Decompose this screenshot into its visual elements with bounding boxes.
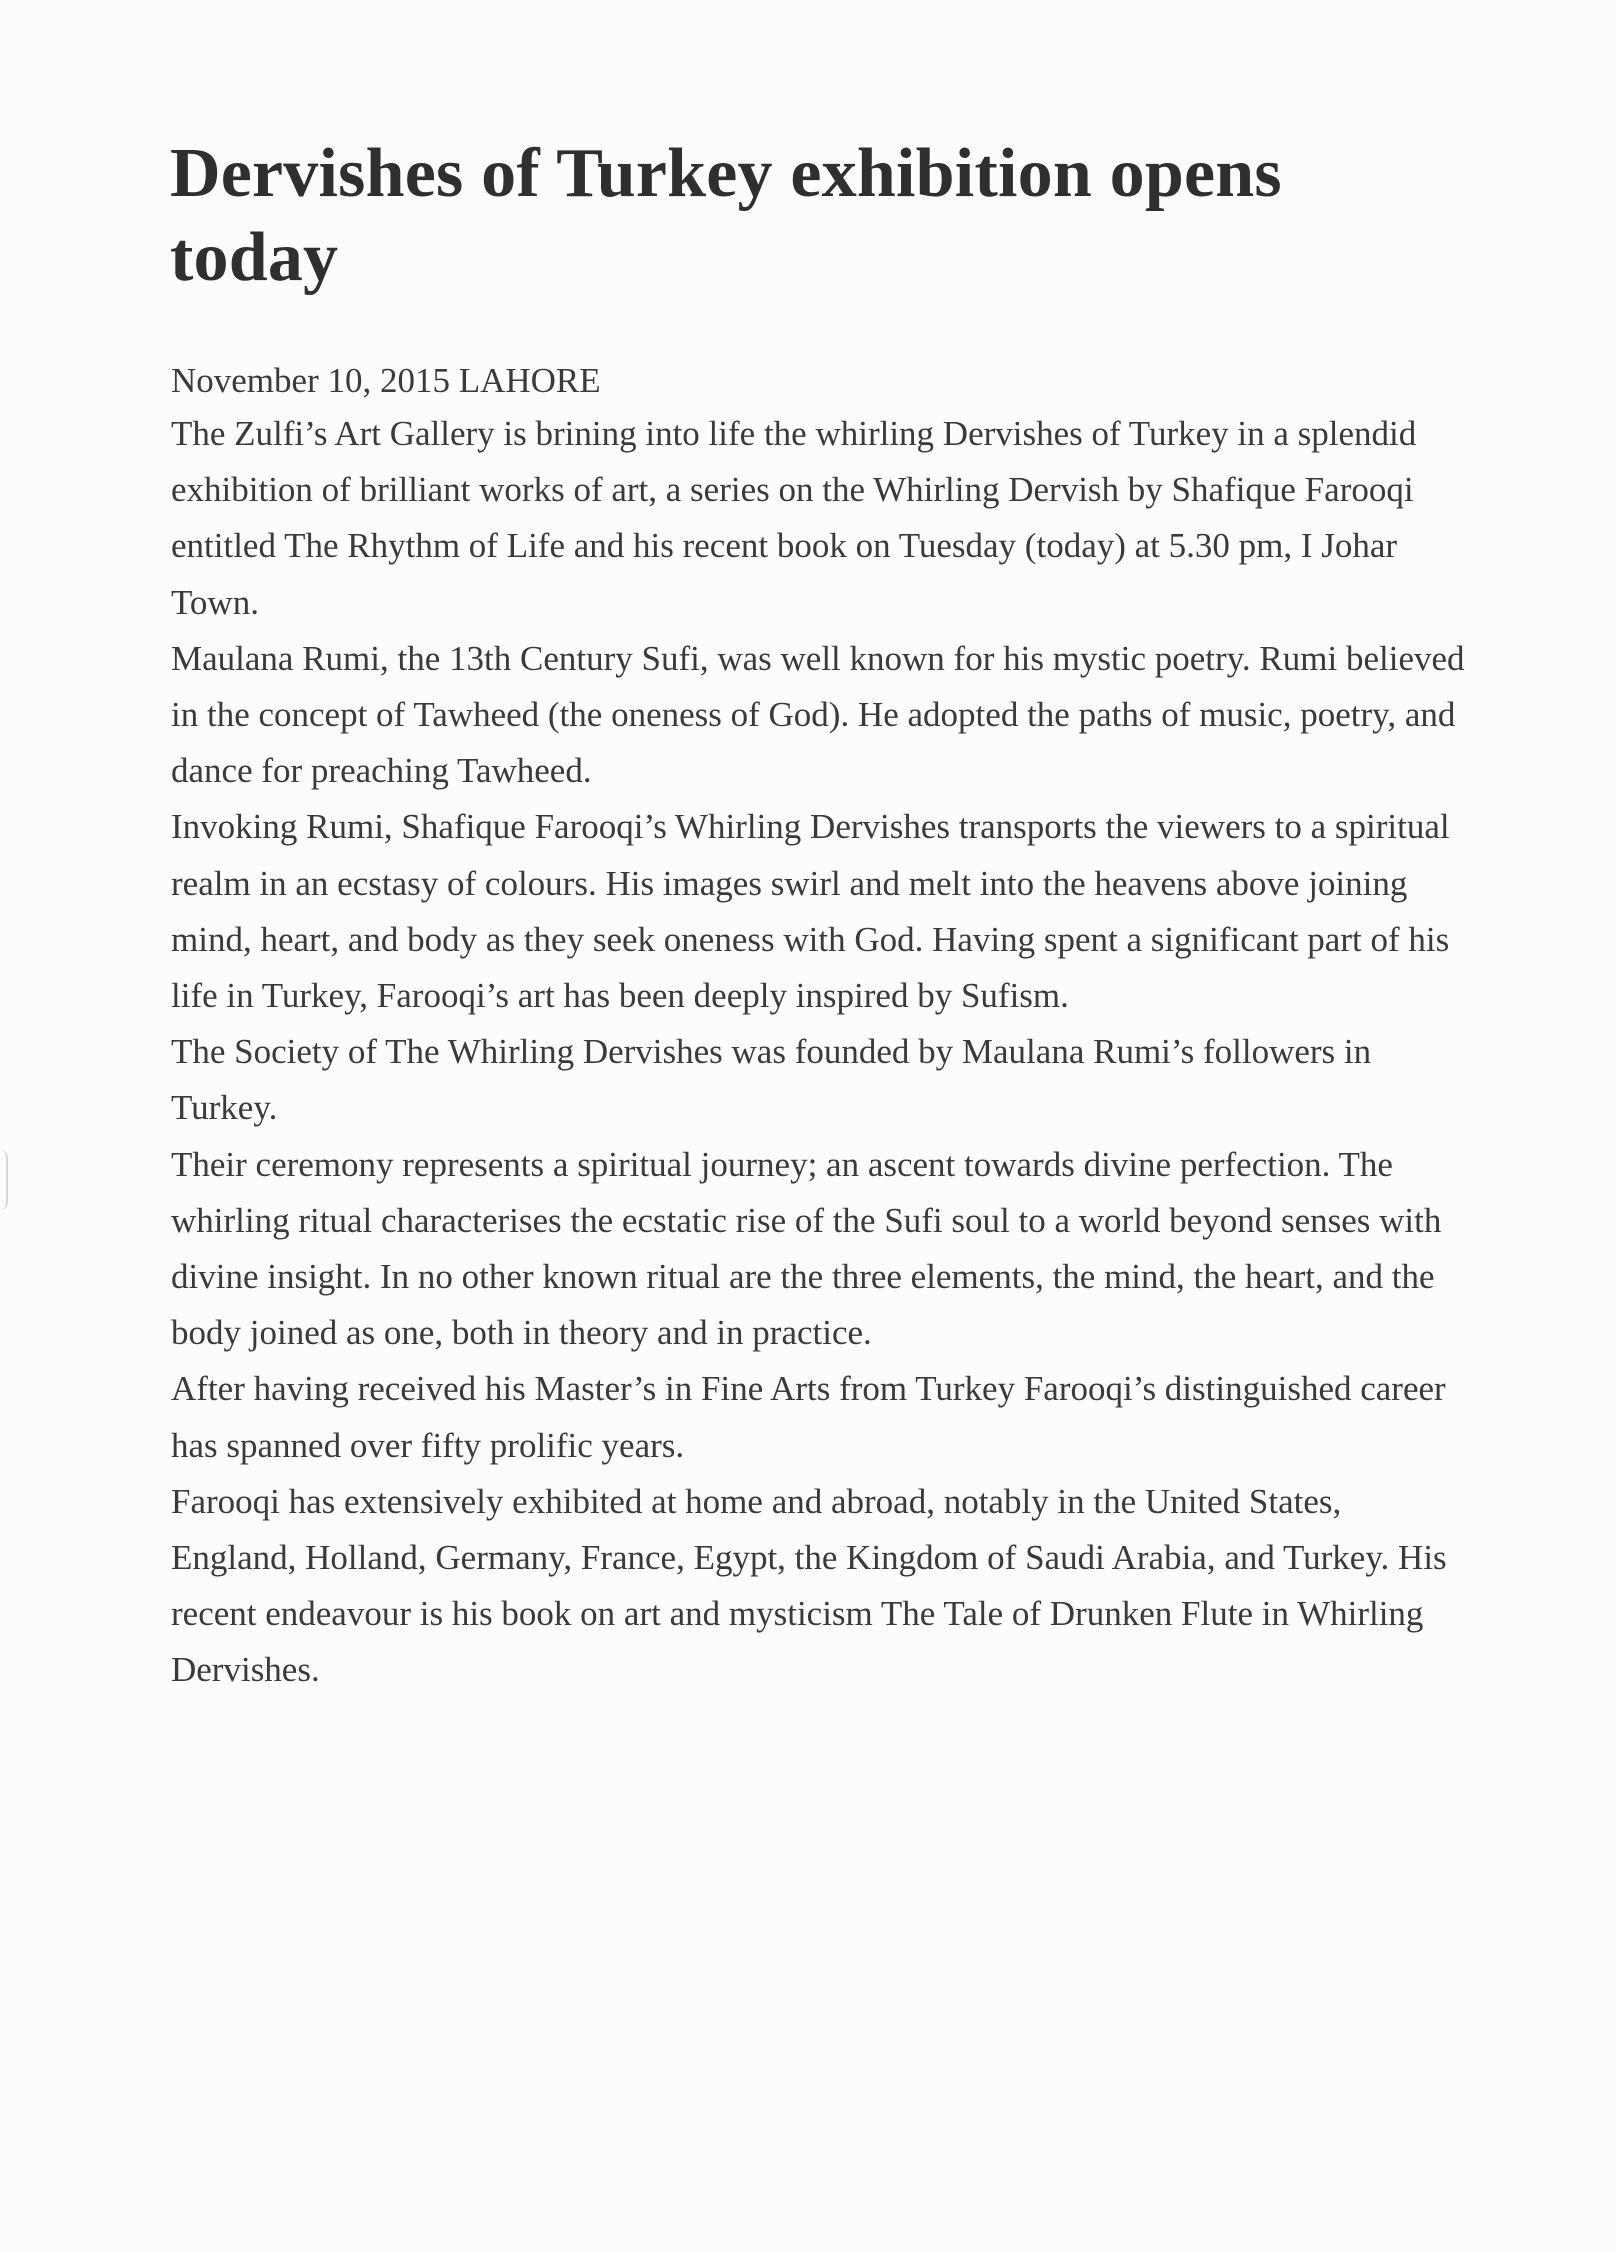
article-paragraph: After having received his Master’s in Fine Arts from Turkey Farooqi’s distinguished career has spanned over fifty prolific years. [171, 1369, 1446, 1465]
article-body [171, 406, 1471, 1699]
article-paragraph: The Zulfi’s Art Gallery is brining into life the whirling Dervishes of Turkey in a splendid exhibition of brilliant works of art, a series on the Whirling Dervish by Shafique Farooqi entitled The Rhythm of Life and his recent book on Tuesday (today) at 5.30 pm, I Johar Town. [171, 414, 1417, 622]
article-paragraph: Invoking Rumi, Shafique Farooqi’s Whirling Dervishes transports the viewers to a spiritual realm in an ecstasy of colours. His images swirl and melt into the heavens above joining mind, heart, and body as they seek oneness with God. Having spent a significant part of his life in Turkey, Farooqi’s art has been deeply inspired by Sufism. [171, 807, 1450, 1016]
article-dateline: November 10, 2015 LAHORE [171, 361, 601, 400]
article-paragraph: Their ceremony represents a spiritual journey; an ascent towards divine perfection. The whirling ritual characterises the ecstatic rise of the Sufi soul to a world beyond senses with divine insight. In no other known ritual are the three elements, the mind, the heart, and the body joined as one, both in theory and in practice. [171, 1144, 1442, 1353]
article-paragraph: Farooqi has extensively exhibited at home and abroad, notably in the United States, England, Holland, Germany, France, Egypt, the Kingdom of Saudi Arabia, and Turkey. His recent endeavour is his book on art and mysticism The Tale of Drunken Flute in Whirling Dervishes. [171, 1481, 1447, 1690]
article-headline: Dervishes of Turkey exhibition opens today [170, 135, 1282, 296]
article-paragraph: The Society of The Whirling Dervishes was founded by Maulana Rumi’s followers in Turkey. [171, 1032, 1372, 1128]
article-paragraph: Maulana Rumi, the 13th Century Sufi, was well known for his mystic poetry. Rumi believed in the concept of Tawheed (the oneness of God). He adopted the paths of music, poetry, and dance for preaching Tawheed. [171, 638, 1465, 791]
binding-edge-mark [0, 1150, 8, 1210]
